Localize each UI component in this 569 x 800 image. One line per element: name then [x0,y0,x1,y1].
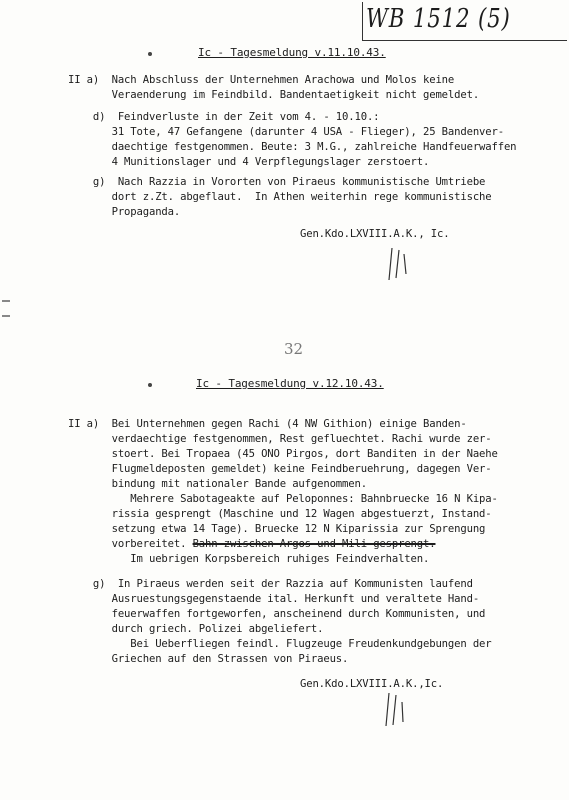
report2-signature: Gen.Kdo.LXVIII.A.K.,Ic. [300,678,444,690]
punch-dot [148,383,152,387]
report1-line: dort z.Zt. abgeflaut. In Athen weiterhin rege kommunistische [68,191,492,203]
report2-line-struck [68,538,435,550]
handwritten-initials [380,690,410,730]
report2-line: Flugmeldeposten gemeldet) keine Feindberuehrung, dagegen Ver- [68,463,492,475]
page-mark: 32 [284,340,304,358]
report1-line: 31 Tote, 47 Gefangene (darunter 4 USA - Flieger), 25 Bandenver- [68,126,504,138]
report2-line: rissia gesprengt (Maschine und 12 Wagen abgestuerzt, Instand- [68,508,492,520]
margin-mark [2,315,10,317]
report2-line: Ausruestungsgegenstaende ital. Herkunft und veraltete Hand- [68,593,480,605]
margin-mark [2,300,10,302]
report2-line: vorbereitet. [68,538,187,550]
report2-line: bindung mit nationaler Bande aufgenommen. [68,478,367,490]
report1-line: daechtige festgenommen. Beute: 3 M.G., zahlreiche Handfeuerwaffen [68,141,517,153]
punch-dot [148,52,152,56]
handwritten-initials [384,244,412,284]
report2-line: verdaechtige festgenommen, Rest gefluechtet. Rachi wurde zer- [68,433,492,445]
report1-line: Propaganda. [68,206,181,218]
report2-line: II a) Bei Unternehmen gegen Rachi (4 NW Githion) einige Banden- [68,418,467,430]
report1-signature: Gen.Kdo.LXVIII.A.K., Ic. [300,228,450,240]
report1-line: Veraenderung im Feindbild. Bandentaetigkeit nicht gemeldet. [68,89,480,101]
report1-line: g) Nach Razzia in Vororten von Piraeus kommunistische Umtriebe [68,176,486,188]
report2-line: Griechen auf den Strassen von Piraeus. [68,653,349,665]
report2-line: Mehrere Sabotageakte auf Peloponnes: Bahnbruecke 16 N Kipa- [68,493,498,505]
report1-line: 4 Munitionslager und 4 Verpflegungslager zerstoert. [68,156,430,168]
report2-line: feuerwaffen fortgeworfen, anscheinend durch Kommunisten, und [68,608,486,620]
report2-line: stoert. Bei Tropaea (45 ONO Pirgos, dort Banditen in der Naehe [68,448,498,460]
report2-line: Bei Ueberfliegen feindl. Flugzeuge Freudenkundgebungen der [68,638,492,650]
report2-line: Im uebrigen Korpsbereich ruhiges Feindverhalten. [68,553,430,565]
report1-line-heading [68,111,379,123]
report2-line: g) In Piraeus werden seit der Razzia auf Kommunisten laufend [68,578,473,590]
report2-line: setzung etwa 14 Tage). Bruecke 12 N Kiparissia zur Sprengung [68,523,486,535]
report1-title: Ic - Tagesmeldung v.11.10.43. [198,46,386,59]
struck-text: Bahn zwischen Argos und Mili gesprengt. [192,538,436,550]
report2-line: durch griech. Polizei abgeliefert. [68,623,324,635]
report1-line: II a) Nach Abschluss der Unternehmen Arachowa und Molos keine [68,74,455,86]
report1-line: d) Feindverluste in der Zeit vom 4. - 10.10.: [68,111,380,123]
archive-mark: WB 1512 (5) [366,4,511,34]
report2-title: Ic - Tagesmeldung v.12.10.43. [196,377,384,390]
